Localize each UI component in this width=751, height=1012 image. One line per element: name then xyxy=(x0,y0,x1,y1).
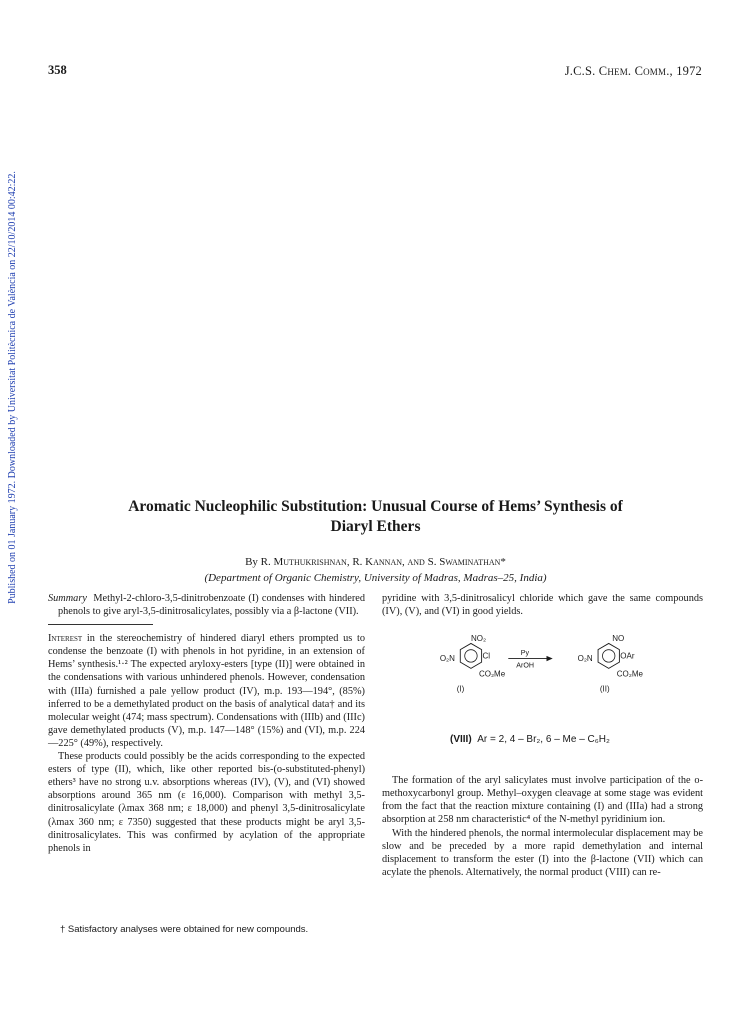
compound-VIII-caption xyxy=(450,734,610,745)
c2-top: NO xyxy=(612,633,625,643)
paragraph-2: These products could possibly be the acids corresponding to the expected esters of type (II), which, like other reported bis-(o-substituted-phenyl) ethers³ have no strong u.v. absorptions whereas (IV), (V), and (VI) showed absorptions around 365 nm (ε 16,000). Comparison with methyl 3,5-dinitrosalicylate (λmax 368 nm; ε 18,000) and phenyl 3,5-dinitrosalicylate (λmax 360 nm; ε 7350) suggested that these products might be aryl 3,5-dinitrosalicylates. This was confirmed by acylation of the appropriate phenols in xyxy=(48,751,365,854)
summary-label: Summary xyxy=(48,593,87,604)
aromatic-circle-icon xyxy=(603,650,615,662)
para1-lead: Interest xyxy=(48,633,83,645)
c2-left: O₂N xyxy=(577,654,593,664)
arrow-head-icon xyxy=(547,656,553,661)
benzene-ring-icon xyxy=(460,643,481,668)
summary-rule xyxy=(48,624,153,625)
authors-prefix: By xyxy=(245,556,261,568)
left-column xyxy=(48,592,365,855)
download-notice[interactable] xyxy=(2,160,22,615)
compound-I xyxy=(440,634,506,694)
author-names: R. Muthukrishnan, R. Kannan, and S. Swaminathan* xyxy=(260,556,506,568)
footnote: † Satisfactory analyses were obtained for new compounds. xyxy=(60,924,309,935)
paragraph-right-3: The formation of the aryl salicylates must involve participation of the o-methoxycarbonyl group. Methyl–oxygen cleavage at some stage was evident from the fact that the reaction mixture containing (I) and (IIIa) had a strong absorption at 258 nm characteristic⁴ of the N-methyl pyridinium ion. xyxy=(382,775,703,826)
compound-II xyxy=(578,634,644,694)
c1-left: O₂N xyxy=(439,654,455,664)
arrow-reagent-bottom: ArOH xyxy=(516,661,535,670)
paragraph-1 xyxy=(48,632,365,750)
benzene-ring-icon xyxy=(598,643,619,668)
c2-right: OAr xyxy=(620,651,635,661)
reaction-arrow xyxy=(508,649,552,669)
authors xyxy=(48,556,703,568)
c1-right: Cl xyxy=(482,651,491,661)
page-number: 358 xyxy=(48,63,67,77)
download-notice-text: Published on 01 January 1972. Downloaded by Universitat Politècnica de València on 22/10/2014 00:42:22. xyxy=(6,171,18,604)
paragraph-right-4: With the hindered phenols, the normal intermolecular displacement may be slow and be preceded by a more rapid demethylation and internal displacement to transform the ester (I) into the β-lactone (VII) which can acylate the phenols. Alternatively, the normal product (VIII) can re- xyxy=(382,827,703,878)
aromatic-circle-icon xyxy=(465,650,477,662)
summary xyxy=(48,592,365,618)
journal-header: J.C.S. Chem. Comm., 1972 xyxy=(564,64,702,78)
c2-ester: CO₂Me xyxy=(616,669,643,679)
article-title xyxy=(48,497,703,537)
reaction-scheme xyxy=(382,631,703,711)
viii-text: Ar = 2, 4 – Br₂, 6 – Me – C₆H₂ xyxy=(477,734,610,745)
para1-text: in the stereochemistry of hindered diaryl ethers prompted us to condense the benzoate (I) with phenols in hot pyridine, in an extension of Hems’ synthesis.¹·² The expected aryloxy-esters [type (II)] were obtained in the condensations with various unhindered phenols. However, condensation with (IIIa) furnished a pale yellow product (IV), m.p. 193—194°, (85%) inferred to be a demethylated product on the basis of analytical data† and its molecular weight (474; mass spectrum). Condensations with (IIIb) and (IIIc) gave demethylated products (V), m.p. 147—148° (15%) and (VI), m.p. 224—225° (49%), respectively. xyxy=(48,633,366,749)
c2-label: (II) xyxy=(599,684,610,694)
c1-nitro: NO₂ xyxy=(470,633,487,643)
c1-label: (I) xyxy=(456,684,465,694)
c1-ester: CO₂Me xyxy=(478,669,506,679)
title-line-2: Diaryl Ethers xyxy=(330,518,421,535)
summary-text: Methyl-2-chloro-3,5-dinitrobenzoate (I) condenses with hindered phenols to give aryl-3,5-dinitrosalicylates, possibly via a β-lactone (VII). xyxy=(58,593,366,618)
viii-label: (VIII) xyxy=(450,734,472,745)
affiliation: (Department of Organic Chemistry, University of Madras, Madras–25, India) xyxy=(204,572,547,584)
title-line-1: Aromatic Nucleophilic Substitution: Unusual Course of Hems’ Synthesis of xyxy=(128,498,623,515)
paragraph-right-0: pyridine with 3,5-dinitrosalicyl chloride which gave the same compounds (IV), (V), and (VI) in good yields. xyxy=(382,593,703,618)
arrow-reagent-top: Py xyxy=(520,649,530,657)
